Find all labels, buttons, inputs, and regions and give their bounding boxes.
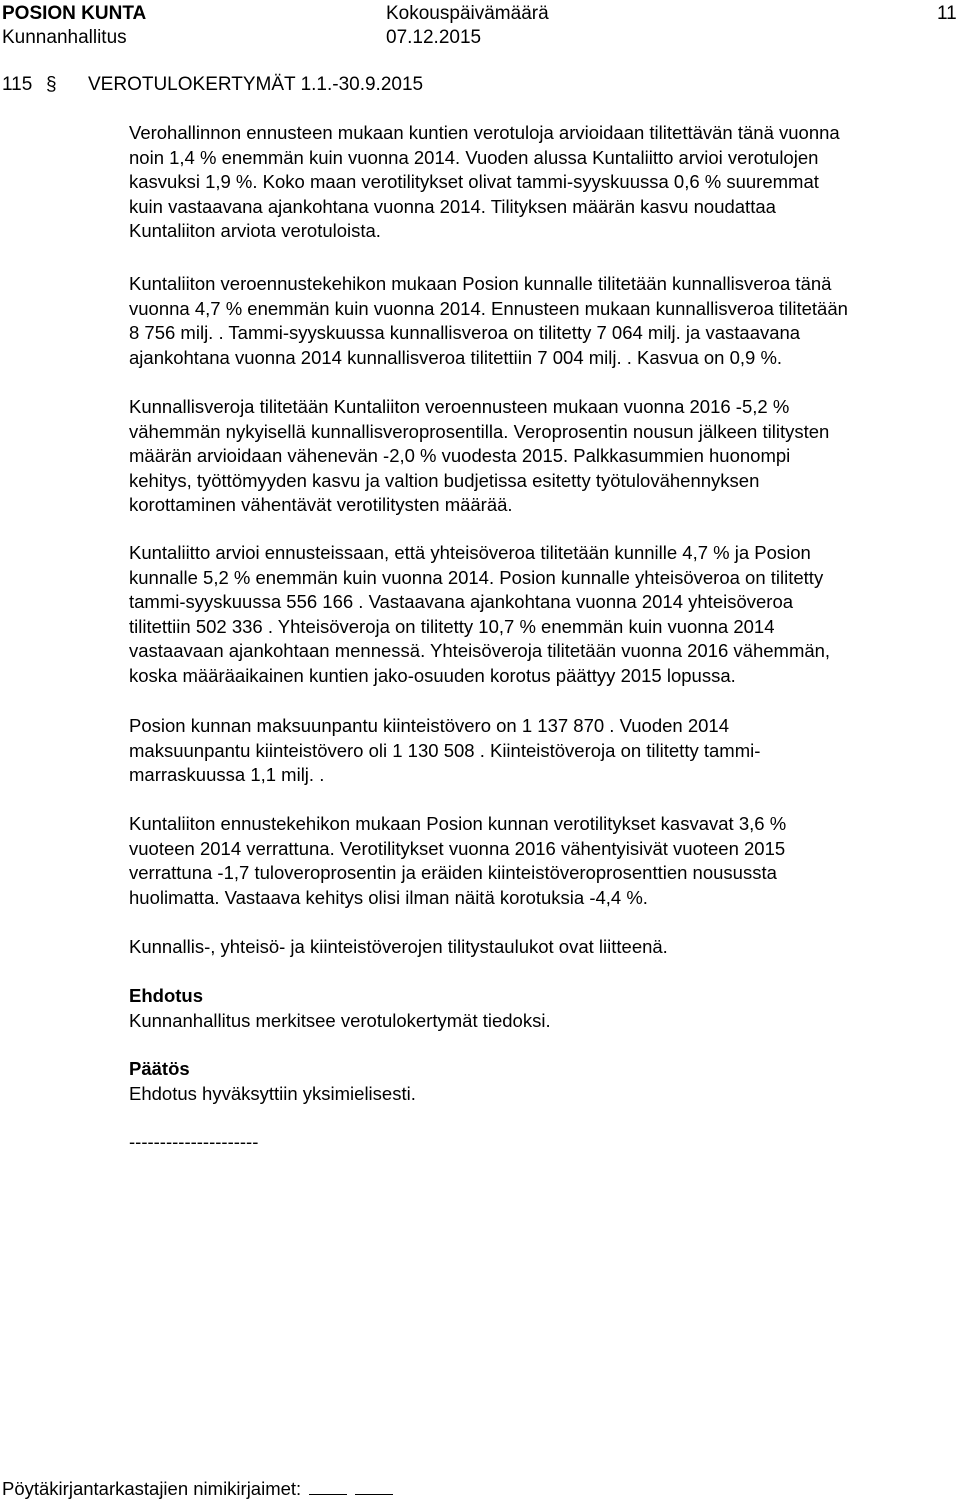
- paragraph-line: vähemmän nykyisellä kunnallisveroprosentilla. Veroprosentin nousun jälkeen tilitysten: [129, 420, 830, 442]
- paragraph-line: vastaavaan ajankohtaan mennessä. Yhteisöveroja tilitetään vuonna 2016 vähemmän,: [129, 640, 831, 661]
- paragraph-line: koska määräaikainen kuntien jako-osuuden korotus päättyy 2015 lopussa.: [129, 664, 736, 686]
- signature-blank-1: [309, 1480, 347, 1495]
- paragraph-line: verrattuna -1,7 tuloveroprosentin ja eräiden kiinteistöveroprosenttien nousussta: [129, 862, 777, 883]
- paragraph-line: maksuunpantu kiinteistövero oli 1 130 508 . Kiinteistöveroja on tilitetty tammi-: [129, 739, 761, 761]
- paragraph-line: ajankohtana vuonna 2014 kunnallisveroa tilitettiin 7 004 milj. . Kasvua on 0,9 %.: [129, 346, 783, 368]
- paragraph-line: Kuntaliiton veroennustekehikon mukaan Posion kunnalle tilitetään kunnallisveroa tänä: [129, 273, 832, 294]
- paragraph-line: tilitettiin 502 336 . Yhteisöveroja on tilitetty 10,7 % enemmän kuin vuonna 2014: [129, 615, 775, 637]
- paragraph-7: [129, 935, 949, 960]
- paragraph-line: vuoteen 2014 verrattuna. Verotilitykset vuonna 2016 vähentyisivät vuoteen 2015: [129, 837, 786, 859]
- paragraph-line: määrän arvioidaan vähenevän -2,0 % vuodesta 2015. Palkkasummien huonompi: [129, 445, 791, 466]
- signature-footer: [2, 1478, 393, 1500]
- separator-dashes: ---------------------: [129, 1131, 259, 1152]
- paragraph-line: kasvuksi 1,9 %. Koko maan verotilitykset olivat tammi-syyskuussa 0,6 % suuremmat: [129, 171, 819, 192]
- body-name: Kunnanhallitus: [2, 27, 127, 48]
- paragraph-line: Kunnallis-, yhteisö- ja kiinteistöverojen tilitystaulukot ovat liitteenä.: [129, 936, 668, 957]
- meeting-date-label: Kokouspäivämäärä: [386, 3, 549, 24]
- paragraph-4: [129, 541, 949, 688]
- paragraph-line: kehitys, työttömyyden kasvu ja valtion budjetissa esitetty työtulovähennyksen: [129, 469, 760, 491]
- paragraph-line: kuin vastaavana ajankohtana vuonna 2014. Tilityksen määrän kasvu noudattaa: [129, 195, 776, 217]
- decision-section: [129, 1057, 949, 1106]
- proposal-section: [129, 984, 949, 1033]
- paragraph-line: huolimatta. Vastaava kehitys olisi ilman näitä korotuksia -4,4 %.: [129, 886, 648, 908]
- paragraph-6: [129, 812, 949, 910]
- proposal-label: Ehdotus: [129, 985, 203, 1006]
- meeting-date: 07.12.2015: [386, 27, 482, 48]
- paragraph-line: kunnalle 5,2 % enemmän kuin vuonna 2014. Posion kunnalle yhteisöveroa on tilitetty: [129, 566, 824, 588]
- paragraph-1: [129, 121, 949, 244]
- paragraph-line: marraskuussa 1,1 milj. .: [129, 764, 325, 785]
- paragraph-2: [129, 272, 949, 370]
- page-number: 11: [937, 3, 957, 24]
- signature-label: Pöytäkirjantarkastajien nimikirjaimet:: [2, 1478, 302, 1499]
- paragraph-line: vuonna 4,7 % enemmän kuin vuonna 2014. Ennusteen mukaan kunnallisveroa tilitetään: [129, 297, 848, 319]
- section-number: 115: [2, 74, 33, 95]
- paragraph-3: [129, 395, 949, 518]
- proposal-text: Kunnanhallitus merkitsee verotulokertymät tiedoksi.: [129, 1009, 551, 1031]
- paragraph-line: Verohallinnon ennusteen mukaan kuntien verotuloja arvioidaan tilitettävän tänä vuonna: [129, 122, 840, 143]
- paragraph-line: Kuntaliitto arvioi ennusteissaan, että yhteisöveroa tilitetään kunnille 4,7 % ja Posion: [129, 542, 811, 563]
- paragraph-line: Posion kunnan maksuunpantu kiinteistövero on 1 137 870 . Vuoden 2014: [129, 715, 729, 736]
- paragraph-line: korottaminen vähentävät verotilitysten määrää.: [129, 494, 513, 515]
- decision-text: Ehdotus hyväksyttiin yksimielisesti.: [129, 1082, 416, 1104]
- separator-line: [129, 1130, 949, 1155]
- section-title: VEROTULOKERTYMÄT 1.1.-30.9.2015: [88, 74, 424, 95]
- paragraph-line: Kuntaliiton arviota verotuloista.: [129, 220, 381, 241]
- municipality-name: POSION KUNTA: [2, 3, 147, 24]
- paragraph-line: tammi-syyskuussa 556 166 . Vastaavana ajankohtana vuonna 2014 yhteisöveroa: [129, 591, 794, 612]
- paragraph-5: [129, 714, 949, 788]
- signature-blank-2: [355, 1480, 393, 1495]
- paragraph-line: Kuntaliiton ennustekehikon mukaan Posion kunnan verotilitykset kasvavat 3,6 %: [129, 813, 787, 834]
- paragraph-line: noin 1,4 % enemmän kuin vuonna 2014. Vuoden alussa Kuntaliitto arvioi verotulojen: [129, 146, 819, 168]
- paragraph-line: Kunnallisveroja tilitetään Kuntaliiton veroennusteen mukaan vuonna 2016 -5,2 %: [129, 396, 790, 417]
- section-symbol: §: [46, 74, 57, 95]
- paragraph-line: 8 756 milj. . Tammi-syyskuussa kunnallisveroa on tilitetty 7 064 milj. ja vastaavana: [129, 322, 801, 343]
- decision-label: Päätös: [129, 1058, 190, 1079]
